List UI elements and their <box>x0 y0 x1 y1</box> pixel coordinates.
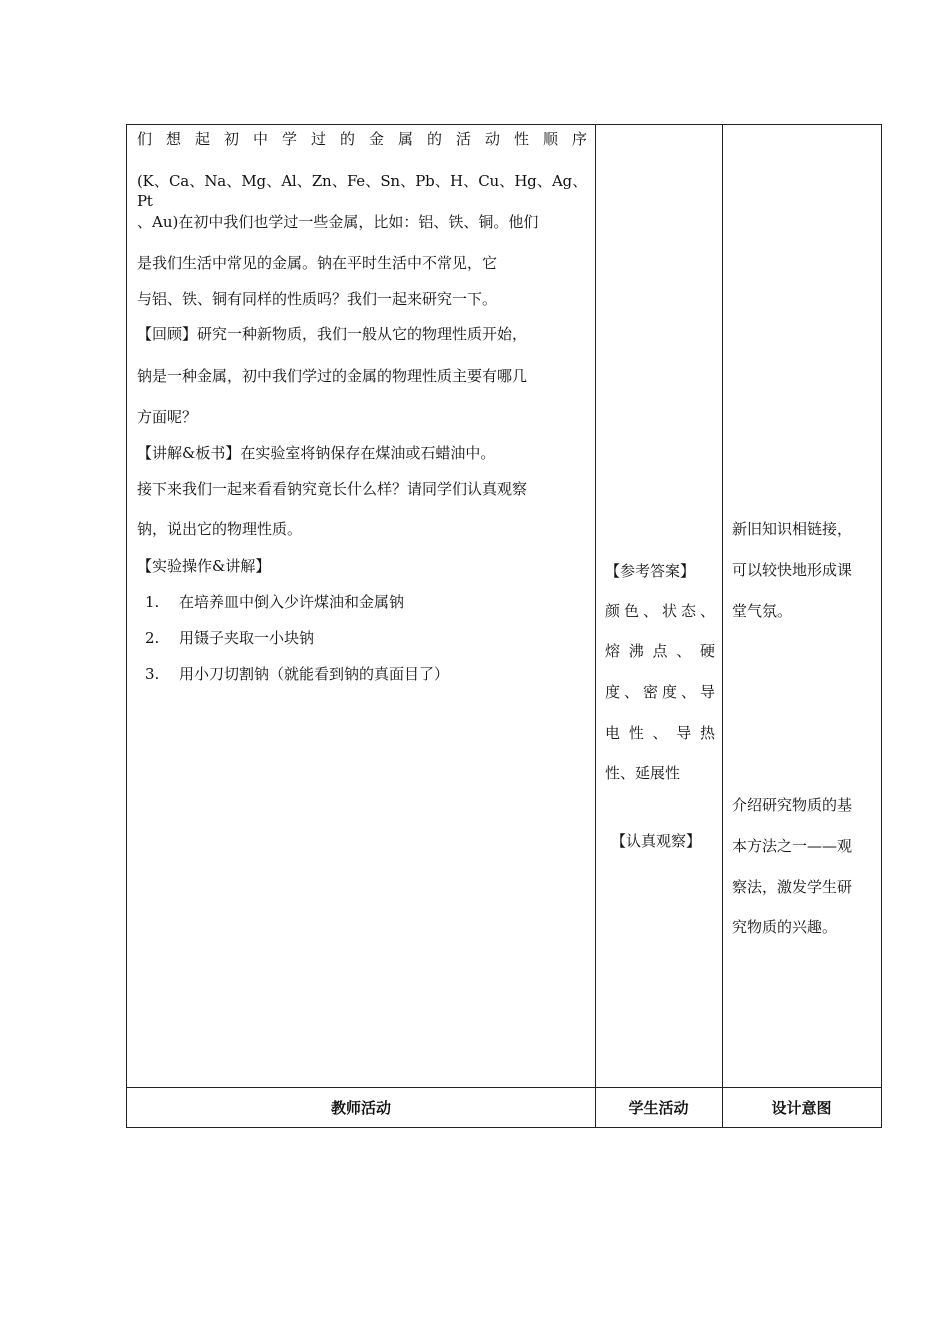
step-text: 用镊子夹取一小块钠 <box>179 629 315 647</box>
teacher-line: 【回顾】研究一种新物质，我们一般从它的物理性质开始， <box>137 325 528 343</box>
teacher-line: 们想起初中学过的金属的活动性顺序 <box>137 130 587 148</box>
teacher-line: 方面呢？ <box>137 408 198 426</box>
teacher-line: 是我们生活中常见的金属。钠在平时生活中不常见，它 <box>137 254 498 272</box>
header-teacher-activity: 教师活动 <box>330 1099 391 1117</box>
teacher-line: 【实验操作&讲解】 <box>137 557 271 575</box>
step-number: 3. <box>145 665 160 683</box>
column-divider <box>722 125 723 1127</box>
teacher-line: 【讲解&板书】在实验室将钠保存在煤油或石蜡油中。 <box>137 444 496 462</box>
student-line: 电性、导热 <box>605 724 715 742</box>
column-divider <box>595 125 596 1127</box>
header-student-activity: 学生活动 <box>628 1099 689 1117</box>
step-text: 在培养皿中倒入少许煤油和金属钠 <box>179 593 405 611</box>
teacher-line: 、Au)在初中我们也学过一些金属，比如：铝、铁、铜。他们 <box>137 213 539 231</box>
design-line: 可以较快地形成课 <box>732 561 853 579</box>
student-line: 颜色、状态、 <box>605 602 715 620</box>
teacher-line: 与铝、铁、铜有同样的性质吗？我们一起来研究一下。 <box>137 290 498 308</box>
student-line: 熔沸点、硬 <box>605 642 715 660</box>
teacher-line: 钠，说出它的物理性质。 <box>137 520 303 538</box>
design-line: 新旧知识相链接， <box>732 520 853 538</box>
step-text: 用小刀切割钠（就能看到钠的真面目了） <box>179 665 450 683</box>
student-line: 【参考答案】 <box>605 562 696 580</box>
teacher-line: 接下来我们一起来看看钠究竟长什么样？请同学们认真观察 <box>137 480 528 498</box>
design-line: 堂气氛。 <box>732 602 793 620</box>
step-number: 1. <box>145 593 160 611</box>
step-number: 2. <box>145 629 160 647</box>
teacher-line: (K、Ca、Na、Mg、Al、Zn、Fe、Sn、Pb、H、Cu、Hg、Ag、Pt <box>137 172 587 210</box>
teacher-line: 钠是一种金属，初中我们学过的金属的物理性质主要有哪几 <box>137 367 528 385</box>
design-line: 究物质的兴趣。 <box>732 918 838 936</box>
student-observe: 【认真观察】 <box>611 832 702 850</box>
design-line: 介绍研究物质的基 <box>732 796 853 814</box>
student-line: 性、延展性 <box>605 764 681 782</box>
student-line: 度、密度、导 <box>605 683 715 701</box>
design-line: 察法，激发学生研 <box>732 878 853 896</box>
design-line: 本方法之一——观 <box>732 837 853 855</box>
lesson-table <box>126 124 882 1128</box>
header-design-intent: 设计意图 <box>771 1099 832 1117</box>
